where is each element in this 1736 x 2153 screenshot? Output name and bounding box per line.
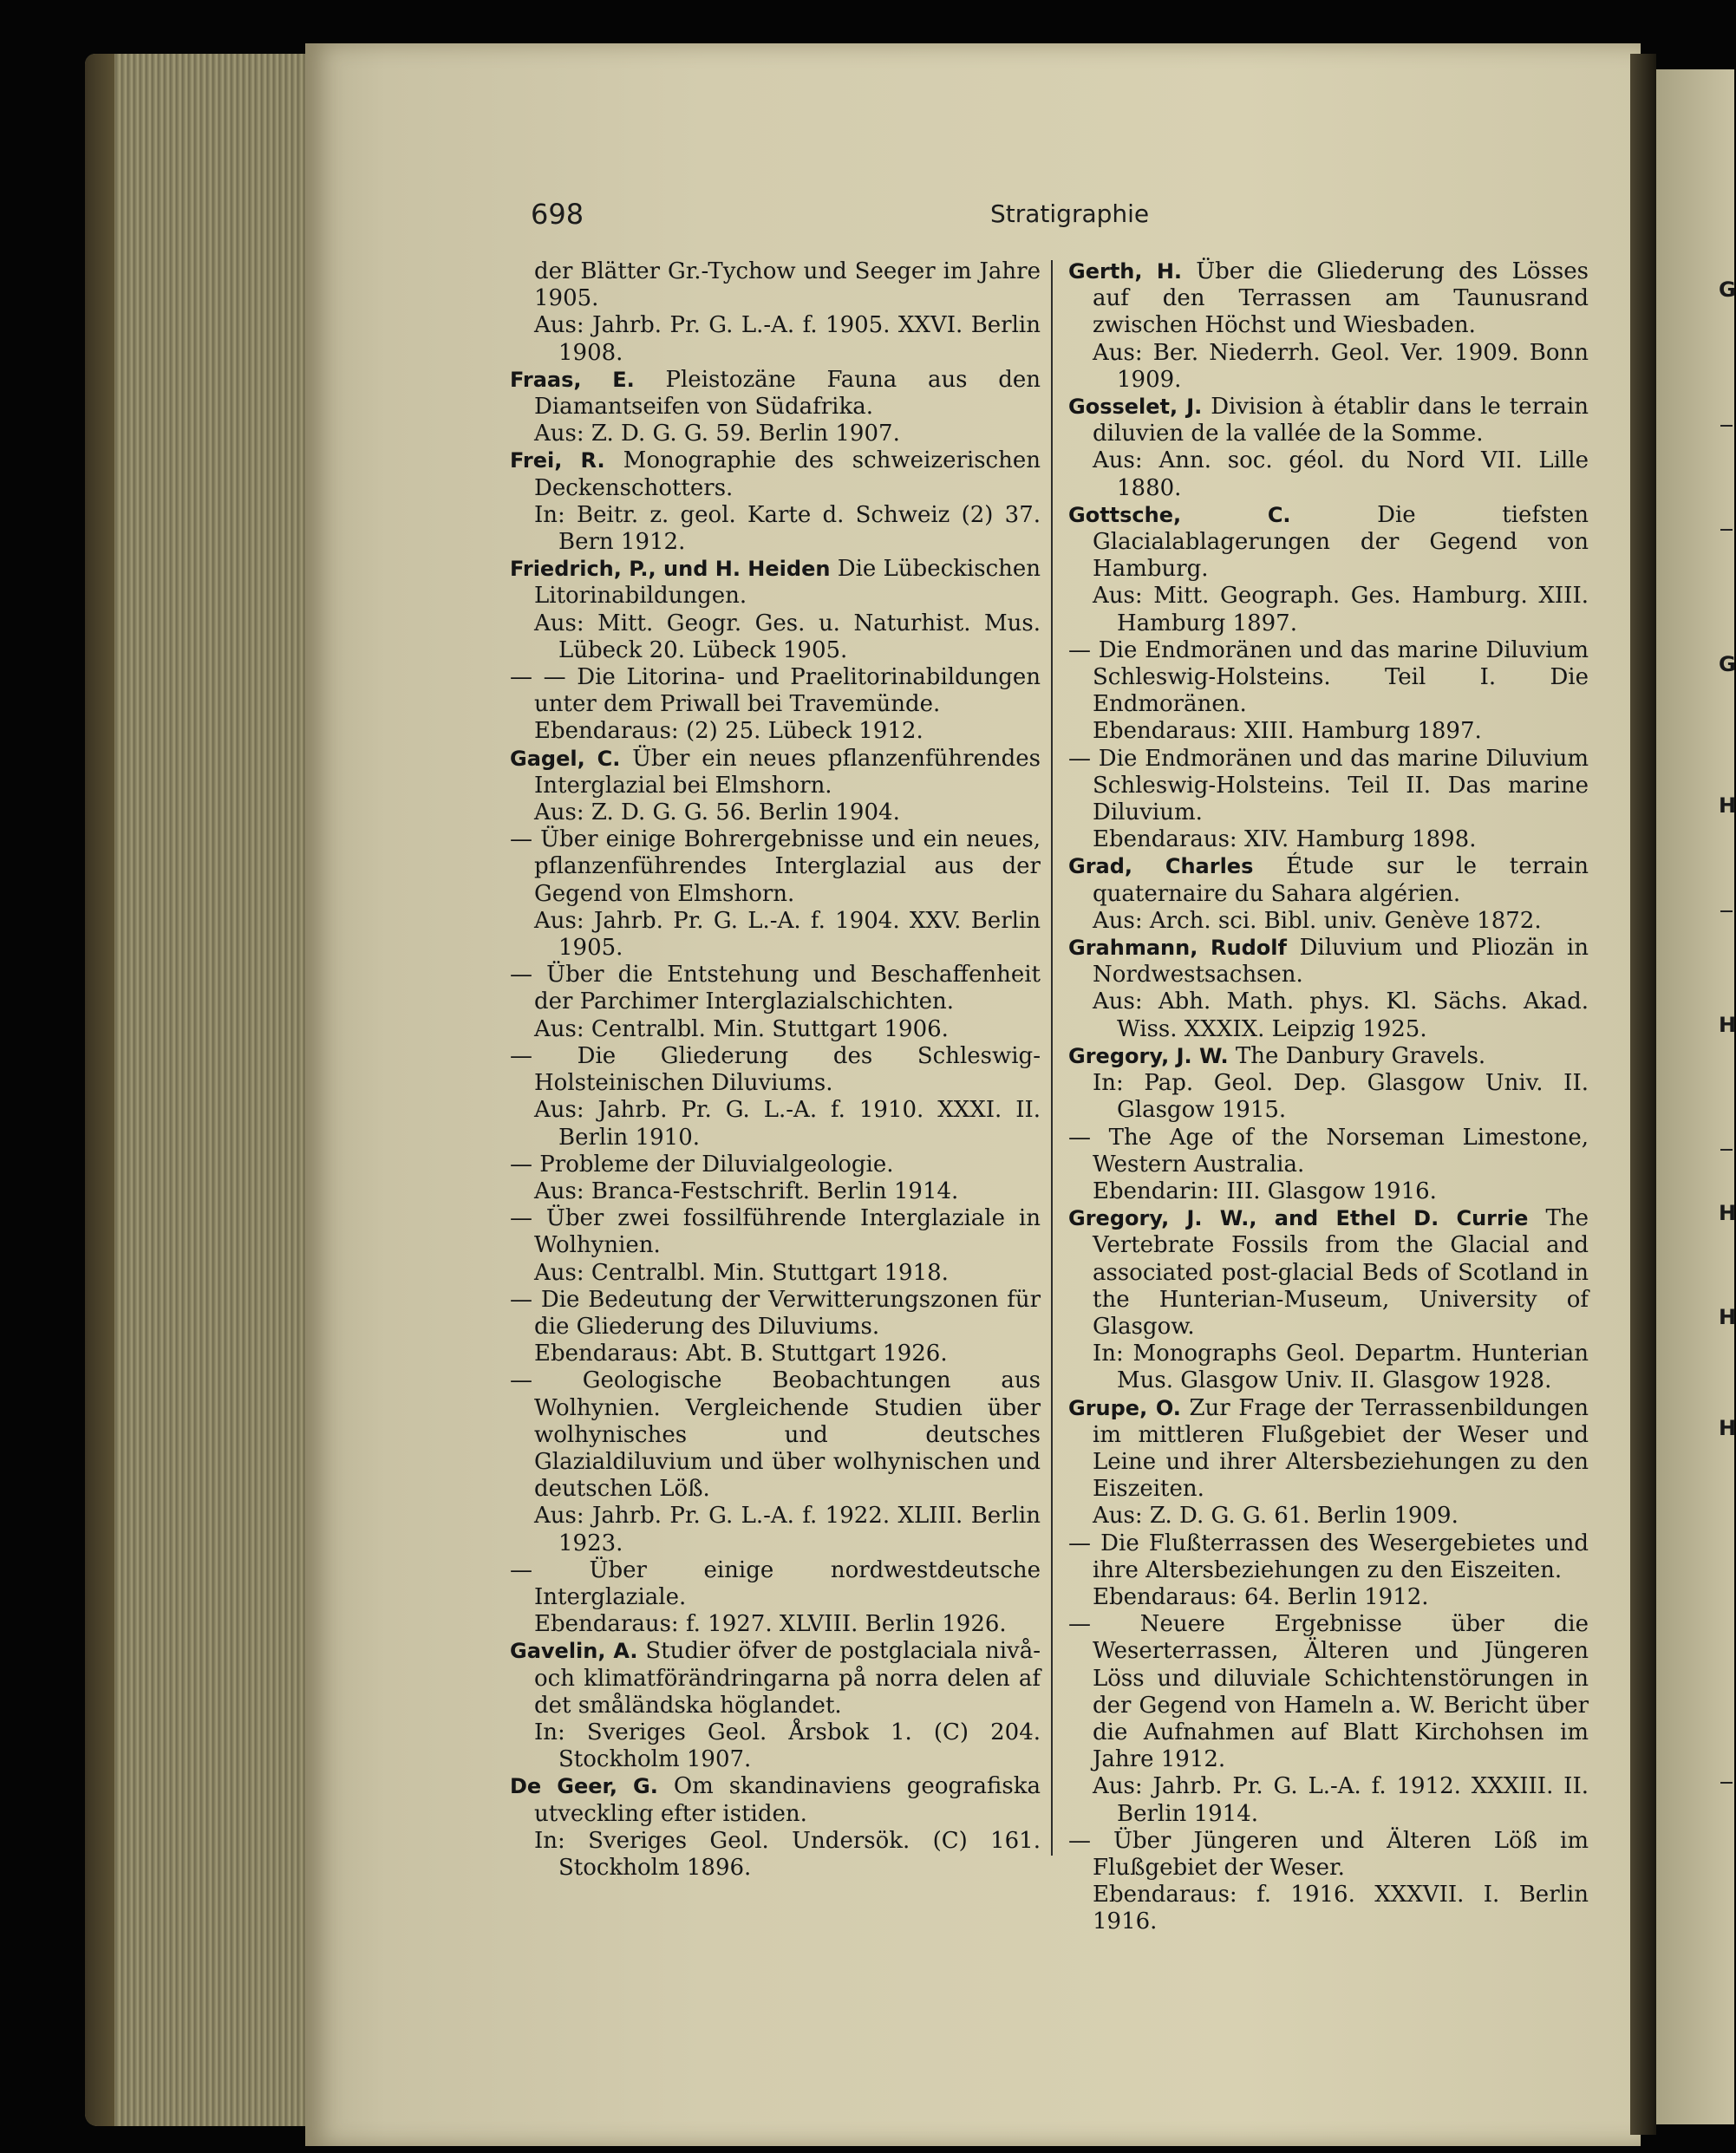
bibliography-entry xyxy=(510,1152,1041,1178)
entry-title: Étude sur le terrain quaternaire du Sahara algérien. xyxy=(1093,853,1589,907)
entry-source: Ebendaraus: XIV. Hamburg 1898. xyxy=(1093,826,1477,853)
facing-page-letter: H xyxy=(1719,1013,1736,1037)
entry-title: Pleistozäne Fauna aus den Diamantseifen von Südafrika. xyxy=(534,366,1041,421)
entry-author: Grad, Charles xyxy=(1068,854,1254,879)
bibliography-entry xyxy=(510,1287,1041,1341)
entry-source: Aus: Ber. Niederrh. Geol. Ver. 1909. Bonn 1909. xyxy=(1093,339,1589,393)
entry-author: Gregory, J. W., and Ethel D. Currie xyxy=(1068,1206,1529,1231)
entry-title: — Über Jüngeren und Älteren Löß im Flußgebiet der Weser. xyxy=(1068,1827,1589,1881)
facing-page-letter: G xyxy=(1719,652,1736,676)
entry-title: — Über einige nordwestdeutsche Interglaziale. xyxy=(510,1556,1041,1610)
entry-source: In: Pap. Geol. Dep. Glasgow Univ. II. Glasgow 1915. xyxy=(1093,1070,1589,1124)
entry-title: — Über zwei fossilführende Interglaziale in Wolhynien. xyxy=(510,1205,1041,1259)
bibliography-entry xyxy=(510,826,1041,908)
facing-page-dash xyxy=(1720,1782,1733,1784)
facing-page-dash xyxy=(1720,910,1733,912)
page-number: 698 xyxy=(531,198,584,231)
entry-source: Aus: Z. D. G. G. 61. Berlin 1909. xyxy=(1093,1503,1459,1530)
running-head: Stratigraphie xyxy=(990,199,1150,228)
entry-title: Über die Gliederung des Lösses auf den Terrassen am Taunusrand zwischen Höchst und Wiesbaden. xyxy=(1093,258,1589,339)
entry-title: Om skandinaviens geografiska utveckling efter istiden. xyxy=(534,1773,1041,1827)
entry-source: Aus: Mitt. Geogr. Ges. u. Naturhist. Mus. Lübeck 20. Lübeck 1905. xyxy=(534,610,1041,663)
entry-title: Über ein neues pflanzenführendes Interglazial bei Elmshorn. xyxy=(534,745,1041,799)
entry-source: In: Beitr. z. geol. Karte d. Schweiz (2) 37. Bern 1912. xyxy=(534,501,1041,556)
bibliography-entry xyxy=(510,1773,1041,1827)
entry-source: In: Sveriges Geol. Undersök. (C) 161. Stockholm 1896. xyxy=(534,1827,1041,1881)
entry-author: Gosselet, J. xyxy=(1068,395,1203,420)
entry-author: Gavelin, A. xyxy=(510,1639,638,1664)
entry-author: Gagel, C. xyxy=(510,746,621,771)
entry-title: — Geologische Beobachtungen aus Wolhynien. Vergleichende Studien über wolhynisches und deutsches Glazialdiluvium und über wolhynischen und deutschen Löß. xyxy=(510,1367,1041,1503)
entry-title: Diluvium und Pliozän in Nordwestsachsen. xyxy=(1093,935,1589,988)
bibliography-column-right xyxy=(1068,258,1589,1936)
facing-page-letter: H xyxy=(1719,793,1736,818)
entry-source: Aus: Branca-Festschrift. Berlin 1914. xyxy=(534,1178,959,1204)
facing-page-dash xyxy=(1720,1149,1733,1151)
entry-source: Aus: Jahrb. Pr. G. L.-A. f. 1904. XXV. Berlin 1905. xyxy=(534,907,1041,962)
entry-author: Frei, R. xyxy=(510,448,605,473)
facing-page-letter: H xyxy=(1719,1305,1736,1329)
bibliography-entry xyxy=(510,1638,1041,1719)
book-cover-edge xyxy=(85,54,114,2126)
entry-title: — Die Endmoränen und das marine Diluvium Schleswig-Holsteins. Teil I. Die Endmoränen. xyxy=(1068,636,1589,718)
facing-page-dash xyxy=(1720,529,1733,531)
entry-title: The Vertebrate Fossils from the Glacial and associated post-glacial Beds of Scotland in the Hunterian-Museum, University of Glasgow. xyxy=(1093,1205,1589,1340)
entry-source: Aus: Jahrb. Pr. G. L.-A. f. 1912. XXXIII. II. Berlin 1914. xyxy=(1093,1773,1589,1827)
entry-title: — Über einige Bohrergebnisse und ein neues, pflanzenführendes Interglazial aus der Gegend von Elmshorn. xyxy=(510,826,1041,907)
entry-continuation: der Blätter Gr.-Tychow und Seeger im Jahre 1905. xyxy=(534,258,1041,312)
entry-title: Die tiefsten Glacialablagerungen der Gegend von Hamburg. xyxy=(1093,501,1589,583)
bibliography-entry xyxy=(510,962,1041,1015)
bibliography-entry xyxy=(510,746,1041,799)
entry-author: Friedrich, P., und H. Heiden xyxy=(510,557,831,582)
entry-author: De Geer, G. xyxy=(510,1774,658,1799)
facing-page-letter: H xyxy=(1719,1416,1736,1440)
bibliography-entry xyxy=(1068,1530,1589,1584)
entry-author: Fraas, E. xyxy=(510,367,635,392)
entry-title: — Die Endmoränen und das marine Diluvium Schleswig-Holsteins. Teil II. Das marine Diluvium. xyxy=(1068,745,1589,826)
entry-title: — Über die Entstehung und Beschaffenheit der Parchimer Interglazialschichten. xyxy=(510,962,1041,1015)
entry-title: — — Die Litorina- und Praelitorinabildungen unter dem Priwall bei Travemünde. xyxy=(510,664,1041,718)
entry-continuation: Ebendaraus: 64. Berlin 1912. xyxy=(1093,1583,1429,1610)
entry-source: Aus: Ann. soc. géol. du Nord VII. Lille 1880. xyxy=(1093,447,1589,501)
facing-page-dash xyxy=(1720,425,1733,427)
entry-title: — Die Gliederung des Schleswig-Holsteinischen Diluviums. xyxy=(510,1042,1041,1097)
bibliography-entry xyxy=(1068,1125,1589,1178)
entry-author: Gottsche, C. xyxy=(1068,502,1291,527)
entry-title: — Die Bedeutung der Verwitterungszonen für die Gliederung des Diluviums. xyxy=(510,1286,1041,1340)
bibliography-entry xyxy=(1068,502,1589,584)
entry-source: Aus: Arch. sci. Bibl. univ. Genève 1872. xyxy=(1093,907,1542,934)
entry-title: — The Age of the Norseman Limestone, Western Australia. xyxy=(1068,1124,1589,1178)
facing-page-fragment xyxy=(1656,69,1734,2124)
book-gutter xyxy=(1630,54,1656,2135)
entry-source: Ebendarin: III. Glasgow 1916. xyxy=(1093,1178,1437,1204)
entry-continuation: Ebendaraus: f. 1916. XXXVII. I. Berlin 1916. xyxy=(1093,1882,1589,1935)
entry-title: Die Lübeckischen Litorinabildungen. xyxy=(534,556,1041,610)
entry-title: Zur Frage der Terrassenbildungen im mittleren Flußgebiet der Weser und Leine und ihrer Altersbeziehungen zu den Eiszeiten. xyxy=(1093,1394,1589,1503)
entry-source: Aus: Z. D. G. G. 59. Berlin 1907. xyxy=(534,421,900,447)
bibliography-entry xyxy=(1068,1611,1589,1773)
entry-title: Studier öfver de postglaciala nivå- och klimatförändringarna på norra delen af det småländska höglandet. xyxy=(534,1638,1041,1719)
bibliography-entry xyxy=(510,1367,1041,1503)
book-page-edges xyxy=(85,54,312,2126)
entry-source: Aus: Jahrb. Pr. G. L.-A. f. 1910. XXXI. II. Berlin 1910. xyxy=(534,1097,1041,1151)
entry-author: Gerth, H. xyxy=(1068,259,1183,284)
entry-source: Ebendaraus: (2) 25. Lübeck 1912. xyxy=(534,718,923,745)
entry-title: Monographie des schweizerischen Deckenschotters. xyxy=(534,447,1041,501)
bibliography-column-left xyxy=(510,258,1041,1882)
bibliography-entry xyxy=(510,1205,1041,1259)
bibliography-entry xyxy=(1068,258,1589,340)
entry-author: Grupe, O. xyxy=(1068,1395,1181,1420)
entry-source: Aus: Jahrb. Pr. G. L.-A. f. 1905. XXVI. Berlin 1908. xyxy=(534,312,1041,366)
bibliography-entry xyxy=(1068,1395,1589,1504)
bibliography-entry xyxy=(1068,853,1589,907)
entry-source: Ebendaraus: XIII. Hamburg 1897. xyxy=(1093,718,1482,745)
bibliography-entry xyxy=(510,1043,1041,1097)
bibliography-entry xyxy=(1068,1205,1589,1341)
bibliography-entry xyxy=(1068,1043,1589,1070)
entry-title: — Probleme der Diluvialgeologie. xyxy=(510,1151,894,1178)
bibliography-entry xyxy=(510,447,1041,501)
bibliography-entry xyxy=(1068,935,1589,988)
bibliography-entry xyxy=(1068,637,1589,719)
bibliography-entry xyxy=(1068,746,1589,827)
bibliography-entry xyxy=(510,367,1041,421)
entry-title: — Neuere Ergebnisse über die Weserterrassen, Älteren und Jüngeren Löss und diluviale Schichtenstörungen in der Gegend von Hameln a. W. Bericht über die Aufnahmen auf Blatt Kirchohsen im Jahre 1912. xyxy=(1068,1611,1589,1773)
entry-source: Aus: Centralbl. Min. Stuttgart 1918. xyxy=(534,1259,949,1286)
facing-page-letter: G xyxy=(1719,277,1736,302)
entry-continuation: Ebendaraus: f. 1927. XLVIII. Berlin 1926. xyxy=(534,1611,1007,1638)
entry-source: In: Monographs Geol. Departm. Hunterian Mus. Glasgow Univ. II. Glasgow 1928. xyxy=(1093,1341,1589,1394)
entry-title: Division à établir dans le terrain diluvien de la vallée de la Somme. xyxy=(1093,394,1589,447)
entry-source: Aus: Centralbl. Min. Stuttgart 1906. xyxy=(534,1015,949,1042)
facing-page-letter: H xyxy=(1719,1201,1736,1225)
entry-author: Gregory, J. W. xyxy=(1068,1043,1229,1068)
entry-title: The Danbury Gravels. xyxy=(1228,1042,1486,1069)
entry-author: Grahmann, Rudolf xyxy=(1068,936,1287,961)
page-header xyxy=(531,198,1589,232)
bibliography-entry xyxy=(1068,1828,1589,1882)
bibliography-entry xyxy=(510,664,1041,718)
entry-source: Aus: Jahrb. Pr. G. L.-A. f. 1922. XLIII. Berlin 1923. xyxy=(534,1503,1041,1556)
column-divider xyxy=(1051,260,1053,1856)
entry-source: Ebendaraus: Abt. B. Stuttgart 1926. xyxy=(534,1341,948,1367)
bibliography-entry xyxy=(1068,394,1589,447)
entry-source: Aus: Z. D. G. G. 56. Berlin 1904. xyxy=(534,799,900,826)
entry-title: — Die Flußterrassen des Wesergebietes und ihre Altersbeziehungen zu den Eiszeiten. xyxy=(1068,1530,1589,1583)
bibliography-entry xyxy=(510,556,1041,610)
entry-source: Aus: Mitt. Geograph. Ges. Hamburg. XIII. Hamburg 1897. xyxy=(1093,583,1589,636)
bibliography-entry xyxy=(510,1557,1041,1611)
entry-source: Aus: Abh. Math. phys. Kl. Sächs. Akad. Wiss. XXXIX. Leipzig 1925. xyxy=(1093,988,1589,1042)
entry-source: In: Sveriges Geol. Årsbok 1. (C) 204. Stockholm 1907. xyxy=(534,1719,1041,1773)
